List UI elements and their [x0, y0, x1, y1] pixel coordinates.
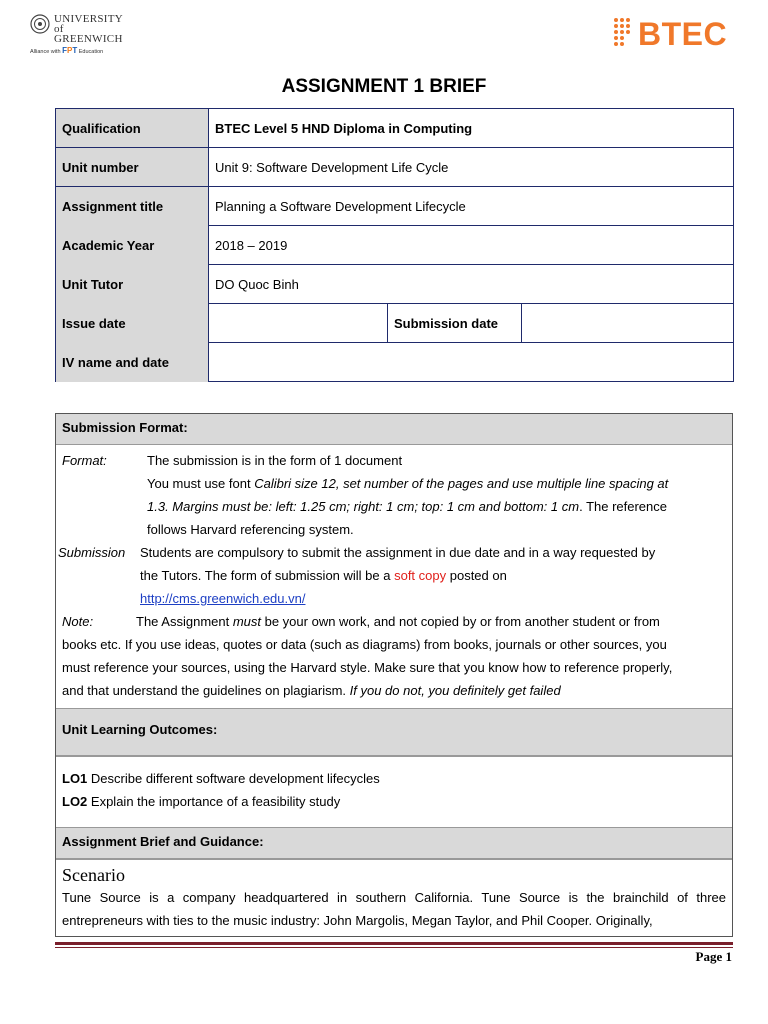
iv-name-label: IV name and date — [56, 343, 209, 382]
submission-date-value — [522, 304, 734, 343]
btec-dots-icon — [612, 16, 636, 52]
footer-divider — [55, 942, 733, 945]
btec-logo — [612, 14, 752, 54]
assignment-details-box — [55, 413, 733, 937]
alliance-with-fpt: Alliance with FPT Education — [30, 46, 104, 55]
table-row — [56, 148, 734, 187]
qualification-label: Qualification — [56, 109, 209, 148]
footer-divider-thin — [55, 947, 733, 948]
fpt-logo: FPT — [62, 46, 78, 55]
scenario-section — [56, 859, 732, 936]
brief-guidance-header: Assignment Brief and Guidance: — [56, 827, 732, 859]
learning-outcomes-header: Unit Learning Outcomes: — [56, 708, 732, 756]
soft-copy-text: soft copy — [394, 568, 447, 583]
issue-date-value — [209, 304, 388, 343]
university-crest-icon — [30, 14, 50, 36]
qualification-value: BTEC Level 5 HND Diploma in Computing — [209, 109, 734, 148]
table-row — [56, 109, 734, 148]
issue-date-label: Issue date — [56, 304, 209, 343]
table-row — [56, 226, 734, 265]
submission-text: Students are compulsory to submit the assignment in due date and in a way requested by — [140, 545, 656, 560]
table-row — [56, 187, 734, 226]
table-row — [56, 343, 734, 382]
table-row — [56, 304, 734, 343]
learning-outcomes-list — [56, 756, 732, 827]
assignment-title-label: Assignment title — [56, 187, 209, 226]
btec-wordmark: BTEC — [638, 16, 728, 52]
academic-year-label: Academic Year — [56, 226, 209, 265]
note-label: Note: — [62, 614, 94, 629]
format-text: The submission is in the form of 1 document — [147, 453, 403, 468]
submission-date-label: Submission date — [388, 304, 522, 343]
academic-year-value: 2018 – 2019 — [209, 226, 734, 265]
table-row — [56, 265, 734, 304]
assignment-title-value: Planning a Software Development Lifecycle — [209, 187, 734, 226]
iv-name-value — [209, 343, 734, 382]
unit-tutor-label: Unit Tutor — [56, 265, 209, 304]
assignment-info-table — [55, 108, 734, 382]
list-item: LO2 Explain the importance of a feasibility study — [62, 794, 341, 809]
scenario-title: Scenario — [62, 865, 125, 885]
format-label: Format: — [62, 453, 107, 468]
failure-warning: If you do not, you definitely get failed — [349, 683, 561, 698]
page-title: ASSIGNMENT 1 BRIEF — [281, 76, 487, 97]
list-item: LO1 Describe different software development lifecycles — [62, 771, 380, 786]
unit-number-label: Unit number — [56, 148, 209, 187]
page-number: Page 1 — [695, 949, 732, 964]
submission-format-header: Submission Format: — [56, 414, 732, 445]
submission-format-body: Format: The submission is in the form of 1 document You must use font Calibri size 12, set number of the pages and use multiple line spacing at 1.3. Margins must be: left: 1.25 cm; right: 1 cm; top: 1 cm and bottom: 1 cm. The reference follows Harvard referencing system. Submission Students are compulsory to submit the assignment in due date and in a way requested by the Tutors. The form of submission will be a soft copy posted on http://cms.greenwich.edu.vn/ Note: The Assignment must be your own work, and not copied by or from another student or from books etc. If you use ideas, quotes or data (such as diagrams) from books, journals or other sources, you must reference your sources, using the Harvard style. Make sure that you know how to reference properly, and that understand the guidelines on plagiarism. If you do not, you definitely get failed — [56, 445, 732, 708]
unit-tutor-value: DO Quoc Binh — [209, 265, 734, 304]
uog-line1: UNIVERSITY of — [54, 13, 123, 35]
scenario-text: Tune Source is a company headquartered in southern California. Tune Source is the brainchild of three entrepreneurs with ties to the music industry: John Margolis, Megan Taylor, and Phil Cooper. Originally, — [62, 890, 726, 928]
uog-line2: GREENWICH — [54, 33, 123, 45]
submission-label: Submission — [58, 545, 126, 560]
unit-number-value: Unit 9: Software Development Life Cycle — [209, 148, 734, 187]
university-of-greenwich-logo — [30, 14, 130, 58]
cms-link[interactable]: http://cms.greenwich.edu.vn/ — [140, 591, 306, 606]
